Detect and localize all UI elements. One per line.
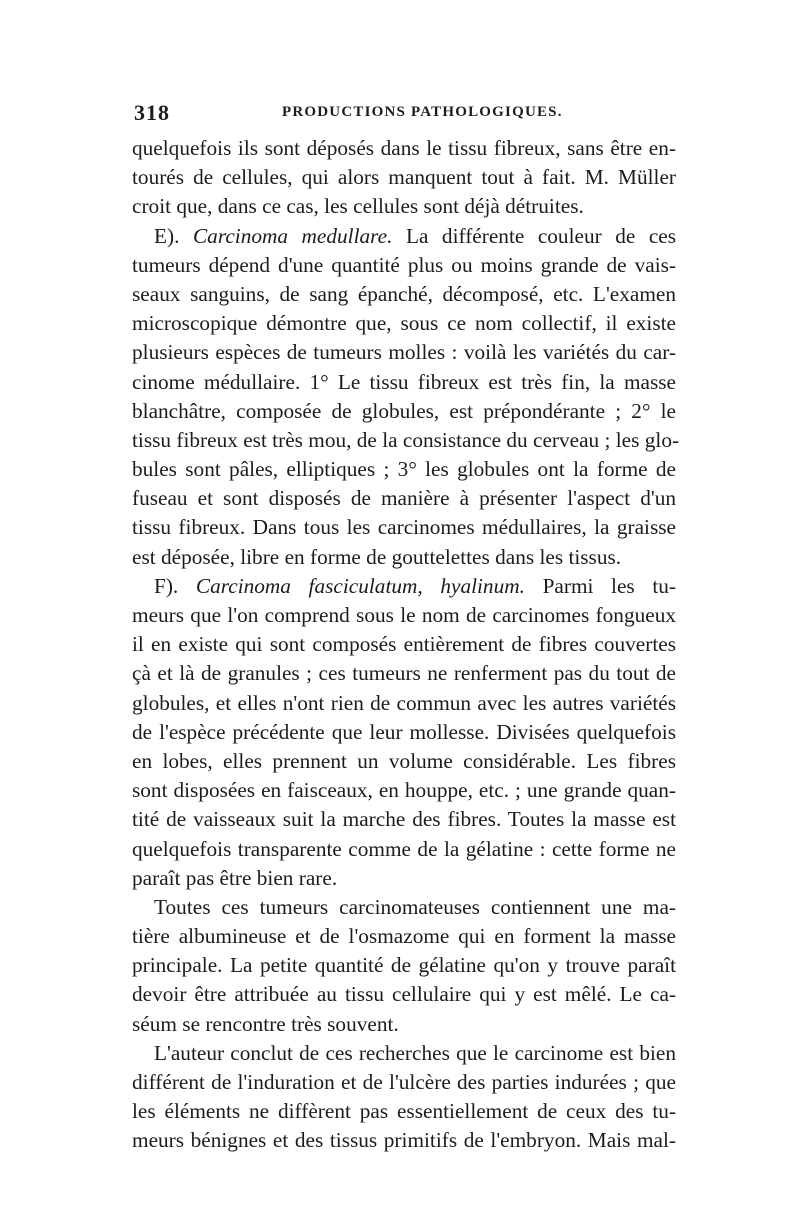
section-f-paragraph [132, 572, 676, 893]
text-line: tière albumineuse et de l'osmazome qui en forment la masse [132, 924, 676, 949]
text-line: principale. La petite quantité de gélatine qu'on y trouve paraît [132, 953, 676, 978]
text-line: en lobes, elles prennent un volume considérable. Les fibres [132, 748, 676, 773]
text-line: de l'espèce précédente que leur mollesse. Divisées quelquefois [132, 719, 676, 744]
text-line: quelquefois transparente comme de la gélatine : cette forme ne [132, 836, 676, 861]
text-line: tissu fibreux. Dans tous les carcinomes médullaires, la graisse [132, 515, 676, 540]
text-line: sont disposées en faisceaux, en houppe, etc. ; une grande quan- [132, 778, 676, 803]
page-number: 318 [134, 100, 170, 125]
text-line: seaux sanguins, de sang épanché, décomposé, etc. L'examen [132, 281, 676, 306]
text-line: les éléments ne diffèrent pas essentiellement de ceux des tu- [132, 1099, 676, 1124]
text-line: croit que, dans ce cas, les cellules sont déjà détruites. [132, 194, 584, 219]
text-line: séum se rencontre très souvent. [132, 1011, 399, 1036]
text-line: tité de vaisseaux suit la marche des fibres. Toutes la masse est [132, 807, 676, 832]
section-e-first-line [132, 222, 676, 251]
body-text [132, 134, 680, 1156]
text-line: globules, et elles n'ont rien de commun avec les autres variétés [132, 690, 676, 715]
section-f-title: Carcinoma fasciculatum, hyalinum. [195, 573, 525, 598]
text-line: tourés de cellules, qui alors manquent tout à fait. M. Müller [132, 165, 676, 190]
text-line: Toutes ces tumeurs carcinomateuses contiennent une ma- [154, 894, 676, 919]
text-line: tissu fibreux est très mou, de la consistance du cerveau ; les glo- [132, 427, 680, 452]
text-line: tumeurs dépend d'une quantité plus ou moins grande de vais- [132, 252, 676, 277]
text-line: meurs que l'on comprend sous le nom de carcinomes fongueux [132, 603, 676, 627]
text-line: meurs bénignes et des tissus primitifs de l'embryon. Mais mal- [132, 1128, 676, 1153]
section-e-label: E). [154, 223, 180, 248]
text-line: cinome médullaire. 1° Le tissu fibreux est très fin, la masse [132, 369, 676, 394]
text-line: çà et là de granules ; ces tumeurs ne renferment pas du tout de [132, 661, 676, 686]
text-line: paraît pas être bien rare. [132, 865, 338, 890]
section-e-paragraph [132, 222, 680, 572]
text-line: blanchâtre, composée de globules, est prépondérante ; 2° le [132, 398, 676, 423]
text-line: il en existe qui sont composés entièrement de fibres couvertes [132, 632, 676, 657]
section-f-label: F). [154, 573, 179, 598]
section-e-title: Carcinoma medullare. [192, 223, 393, 248]
text-line: plusieurs espèces de tumeurs molles : voilà les variétés du car- [132, 340, 676, 365]
text-line: bules sont pâles, elliptiques ; 3° les globules ont la forme de [132, 457, 676, 482]
paragraph-continuation [132, 134, 676, 222]
text-line: fuseau et sont disposés de manière à présenter l'aspect d'un [132, 486, 676, 511]
running-title: PRODUCTIONS PATHOLOGIQUES. [282, 104, 563, 120]
composition-paragraph [132, 893, 676, 1039]
text-line: est déposée, libre en forme de gouttelettes dans les tissus. [132, 544, 622, 569]
text-line: L'auteur conclut de ces recherches que le carcinome est bien [154, 1040, 676, 1065]
section-f-first-line [132, 572, 676, 601]
conclusion-paragraph [132, 1039, 676, 1156]
text-line: microscopique démontre que, sous ce nom collectif, il existe [132, 311, 676, 336]
text-line: La différente couleur de ces [405, 223, 677, 248]
text-line: quelquefois ils sont déposés dans le tissu fibreux, sans être en- [132, 136, 676, 160]
text-line: devoir être attribuée au tissu cellulaire qui y est mêlé. Le ca- [132, 982, 676, 1007]
text-line: Parmi les tu- [542, 573, 676, 598]
text-line: différent de l'induration et de l'ulcère des parties indurées ; que [132, 1070, 676, 1094]
running-head [132, 100, 676, 130]
